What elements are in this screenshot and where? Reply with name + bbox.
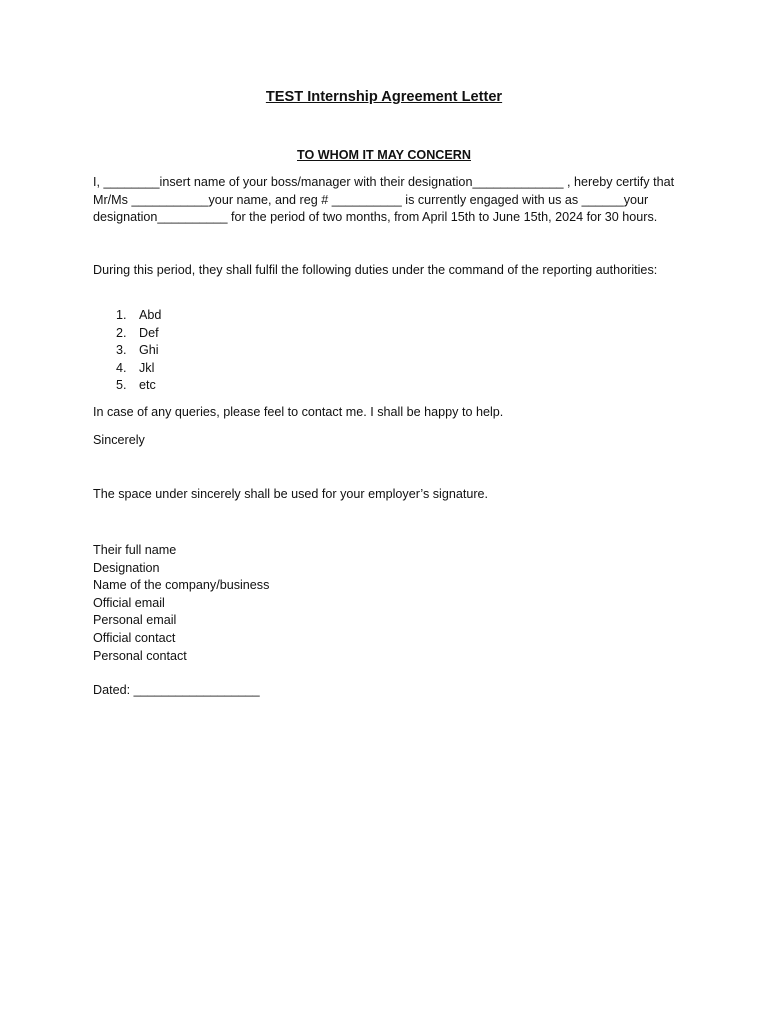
queries-paragraph: In case of any queries, please feel to contact me. I shall be happy to help. [93,405,504,419]
letter-title: TEST Internship Agreement Letter [265,89,503,105]
duties-list [93,307,161,395]
list-text: Ghi [139,343,159,358]
detail-line: Their full name [93,543,177,557]
list-number: 1. [116,308,127,322]
list-item [93,325,161,343]
list-text: Jkl [139,360,155,375]
salutation: TO WHOM IT MAY CONCERN [297,148,471,162]
detail-line: Official email [93,595,165,610]
list-number: 3. [116,343,127,358]
dated-line: Dated: __________________ [93,683,260,697]
list-text: Abd [139,308,162,322]
list-number: 5. [116,378,127,393]
intro-paragraph: I, ________insert name of your boss/manager with their designation_____________ , hereby certify that Mr/Ms ___________your name, and reg # __________ is currently engaged with us as ______your designation__________ for the period of two months, from April 15th to June 15th, 2024 for 30 hours. [93,175,675,225]
list-number: 2. [116,325,127,340]
list-item [93,307,161,325]
detail-line: Official contact [93,630,176,645]
signatory-details [93,542,269,665]
list-text: etc [139,378,156,393]
list-item [93,360,161,378]
list-item [93,377,161,395]
detail-line: Designation [93,560,160,575]
list-item [93,342,161,360]
list-text: Def [139,325,159,340]
detail-line: Personal contact [93,648,187,663]
detail-line: Personal email [93,613,177,628]
list-number: 4. [116,360,127,375]
detail-line: Name of the company/business [93,578,270,593]
duties-paragraph: During this period, they shall fulfil the following duties under the command of the reporting authorities: [93,263,658,277]
signature-note: The space under sincerely shall be used for your employer’s signature. [93,487,489,501]
closing-text: Sincerely [93,433,145,447]
